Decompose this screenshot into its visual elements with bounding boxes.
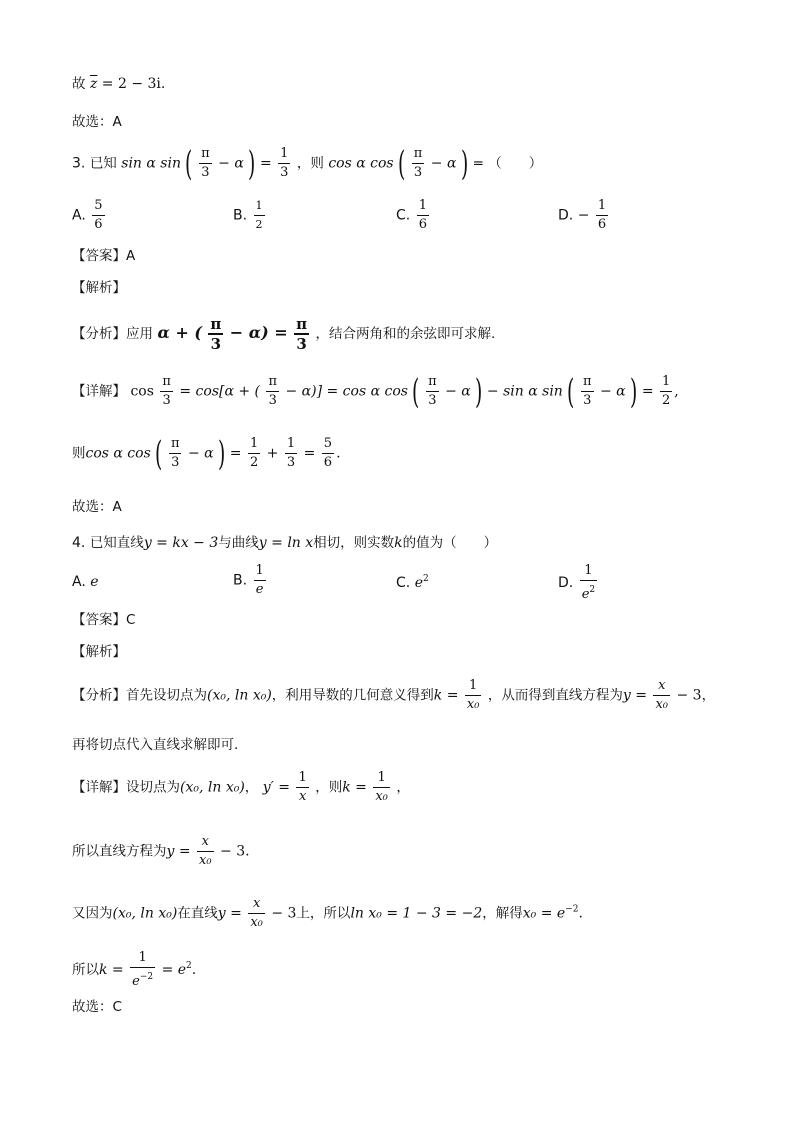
math: y =	[217, 905, 242, 922]
den: x₀	[250, 915, 263, 930]
punct: ，	[396, 779, 410, 796]
option-label: C.	[396, 207, 411, 224]
math: y = ln x	[258, 535, 314, 551]
paren-left: (	[567, 371, 575, 412]
detail-line-1	[72, 371, 679, 412]
paren-right: )	[248, 143, 256, 184]
fraction	[426, 374, 439, 409]
num: π	[210, 315, 222, 333]
math: α + (	[157, 323, 202, 342]
question-number: 3.	[72, 155, 86, 172]
paren-left: (	[412, 371, 420, 412]
den: x₀	[375, 789, 388, 804]
text: 所以	[72, 962, 99, 978]
den: 2	[255, 218, 263, 231]
option-label: B.	[233, 207, 248, 224]
text: 的值为（ ）	[402, 535, 498, 551]
option-label: C.	[396, 575, 411, 591]
den: 3	[162, 393, 171, 408]
den: 2	[249, 455, 259, 470]
text: ，从而得到直线方程为	[487, 687, 623, 704]
fraction	[169, 436, 182, 471]
answer-tag: 【答案】C	[72, 612, 136, 628]
superscript: 2	[589, 585, 596, 595]
den: 2	[662, 393, 671, 408]
question-number: 4.	[72, 535, 86, 551]
punct: .	[191, 962, 197, 978]
den: 6	[597, 217, 607, 232]
conclusion-line-1	[72, 72, 165, 92]
math: k	[394, 535, 403, 551]
fraction	[254, 563, 266, 598]
punct: .	[578, 905, 583, 922]
math: = cos[α + (	[179, 383, 261, 400]
math: cos	[130, 383, 154, 400]
den: 3	[296, 335, 307, 353]
option-c	[396, 574, 429, 591]
den: x	[298, 789, 307, 804]
question-4	[72, 531, 497, 551]
fraction	[322, 436, 334, 471]
num: π	[412, 146, 425, 164]
tag: 【详解】	[72, 383, 126, 400]
fraction	[130, 950, 155, 990]
paren-left: (	[155, 433, 163, 474]
detail-line-4	[72, 950, 196, 990]
option-label: D.	[558, 575, 574, 591]
num: 1	[465, 678, 482, 696]
den: 6	[323, 455, 333, 470]
math: − α	[445, 383, 471, 400]
paren-right: )	[630, 371, 638, 412]
num: π	[581, 374, 594, 392]
punct: .	[336, 445, 341, 462]
math: − 3	[676, 687, 702, 704]
detail-line-3	[72, 896, 583, 931]
num: 5	[92, 198, 104, 216]
detail-line-2	[72, 433, 341, 474]
num: 1	[278, 146, 290, 164]
math: cos α cos	[85, 445, 151, 462]
math: − 3	[271, 905, 297, 922]
analysis-fenxi-cont: 再将切点代入直线求解即可.	[72, 737, 239, 753]
text: 又因为	[72, 905, 113, 922]
fraction	[580, 563, 597, 603]
text: 相切，则实数	[313, 535, 395, 551]
math: k =	[342, 779, 367, 796]
math: ln x₀ = 1 − 3 = −2	[350, 905, 483, 922]
superscript: −2	[139, 972, 154, 982]
num: x	[653, 678, 670, 696]
num: 1	[296, 770, 308, 788]
text: 设切点为	[126, 779, 180, 796]
option-b	[233, 198, 267, 233]
num: 1	[254, 198, 265, 216]
text: 应用	[126, 326, 153, 342]
den: 3	[428, 393, 437, 408]
num: π	[296, 315, 308, 333]
math: =	[229, 445, 242, 462]
fraction	[653, 678, 670, 713]
text: 所以直线方程为	[72, 843, 167, 860]
option-label: B.	[233, 572, 248, 589]
den: 3	[583, 393, 592, 408]
num: 5	[322, 436, 334, 454]
den: x₀	[466, 697, 480, 712]
fraction	[465, 678, 482, 713]
math-expr: = 2 − 3i	[101, 76, 161, 92]
fraction	[412, 146, 425, 181]
detail-line-2	[72, 834, 250, 869]
fraction	[294, 316, 309, 352]
text: 已知直线	[89, 535, 144, 551]
analysis-tag: 【解析】	[72, 644, 126, 660]
math: (x₀, ln x₀)	[180, 779, 245, 796]
den: 3	[413, 165, 423, 180]
blank: = （ ）	[472, 155, 543, 172]
num: 1	[285, 436, 297, 454]
num: 1	[248, 436, 260, 454]
num: 1	[254, 563, 266, 581]
superscript: −2	[565, 904, 579, 915]
text: ，则	[315, 779, 343, 796]
den: 3	[268, 393, 277, 408]
option-a	[72, 574, 99, 590]
tag: 【分析】	[72, 687, 126, 704]
math: x₀ = e	[522, 905, 566, 922]
text: ，则	[296, 155, 324, 172]
math: − α	[430, 155, 457, 172]
fraction	[197, 834, 214, 869]
text: 故	[72, 76, 86, 92]
text: ，解得	[482, 905, 523, 922]
math: +	[266, 445, 279, 462]
analysis-tag: 【解析】	[72, 280, 126, 296]
num: π	[266, 374, 279, 392]
punct: .	[160, 76, 166, 92]
text: ，利用导数的几何意义得到	[271, 687, 434, 704]
num: x	[248, 896, 265, 914]
den: x₀	[655, 697, 669, 712]
fraction	[208, 316, 223, 352]
text: 则	[72, 445, 86, 462]
text: 与曲线	[218, 535, 259, 551]
text: 上，所以	[296, 905, 351, 922]
num: 1	[417, 198, 429, 216]
fraction	[417, 198, 429, 233]
punct: ,	[674, 383, 679, 400]
math: y =	[622, 687, 648, 704]
math: = e	[161, 962, 187, 978]
den: 3	[171, 455, 180, 470]
fraction	[92, 198, 104, 233]
den: e	[255, 582, 264, 597]
math: y = kx − 3	[143, 535, 219, 551]
option-d	[558, 198, 610, 233]
option-label: A.	[72, 207, 86, 224]
num: x	[197, 834, 214, 852]
superscript: 2	[422, 574, 429, 584]
den: 3	[210, 335, 222, 353]
num: π	[169, 436, 182, 454]
math: − α) =	[229, 323, 288, 342]
tag: 【分析】	[72, 326, 126, 342]
paren-right: )	[475, 371, 483, 412]
num: π	[426, 374, 439, 392]
sign: −	[577, 207, 590, 224]
math: k =	[99, 962, 124, 978]
paren-right: )	[460, 143, 469, 184]
punct: .	[245, 843, 250, 860]
math: =	[641, 383, 654, 400]
den: x₀	[199, 853, 212, 868]
num: π	[199, 146, 212, 164]
fraction	[285, 436, 297, 471]
math-z: $\overline{z}$	[89, 76, 98, 92]
paren-left: (	[398, 143, 406, 184]
den: 3	[201, 165, 210, 180]
fraction	[254, 198, 265, 233]
den: 3	[280, 165, 289, 180]
num: 1	[130, 950, 155, 968]
math: y′ =	[262, 779, 291, 796]
den: 3	[286, 455, 296, 470]
value: e	[90, 574, 99, 590]
option-label: D.	[558, 207, 574, 224]
detail-line-1	[72, 770, 410, 805]
value: e	[414, 575, 423, 591]
math: y =	[166, 843, 191, 860]
analysis-fenxi	[72, 316, 495, 352]
analysis-fenxi	[72, 678, 715, 713]
math: − α)] = cos α cos	[285, 383, 408, 400]
text: 首先设切点为	[126, 687, 207, 704]
den: e	[132, 974, 140, 989]
fraction	[581, 374, 594, 409]
num: π	[160, 374, 173, 392]
den: 6	[418, 217, 427, 232]
paren-right: )	[218, 433, 226, 474]
text: 已知	[89, 155, 117, 172]
text: 在直线	[177, 905, 218, 922]
fraction	[296, 770, 308, 805]
punct: ，	[244, 779, 259, 796]
math: (x₀, ln x₀)	[207, 687, 272, 704]
answer-line-1: 故选：A	[72, 114, 122, 130]
fraction	[596, 198, 608, 233]
option-d	[558, 563, 599, 603]
num: 1	[580, 563, 597, 581]
punct: ，	[701, 687, 716, 704]
fraction	[278, 146, 290, 181]
fraction	[266, 374, 279, 409]
paren-left: (	[185, 143, 193, 184]
answer-line-3: 故选：C	[72, 999, 122, 1015]
option-label: A.	[72, 574, 86, 590]
math: k =	[433, 687, 459, 704]
num: 1	[660, 374, 672, 392]
math: − sin α sin	[486, 383, 563, 400]
fraction	[660, 374, 672, 409]
superscript: 2	[186, 961, 192, 971]
answer-line-2: 故选：A	[72, 499, 122, 515]
den: e	[581, 587, 590, 602]
num: 1	[596, 198, 608, 216]
fraction	[373, 770, 390, 805]
math: − α	[600, 383, 626, 400]
fraction	[248, 436, 260, 471]
option-c	[396, 198, 431, 233]
math: − 3	[220, 843, 246, 860]
question-3: 3. 已知 sin α sin ( $\frac{\pi}{3}$ − α ) = $\frac{1}{3}$ ，则 cos α cos ( $\frac{\pi}{3}$ − α ) = （ ）	[72, 143, 543, 184]
math: (x₀, ln x₀)	[112, 905, 178, 922]
fraction	[248, 896, 265, 931]
fraction	[160, 374, 173, 409]
tag: 【详解】	[72, 779, 126, 796]
fraction	[199, 146, 212, 181]
math: − α	[187, 445, 214, 462]
math: =	[303, 445, 316, 462]
num: 1	[373, 770, 390, 788]
option-b	[233, 563, 268, 598]
den: 6	[94, 217, 103, 232]
math: sin α sin	[121, 155, 181, 172]
answer-tag: 【答案】A	[72, 248, 136, 264]
option-a	[72, 198, 107, 233]
math: cos α cos	[328, 155, 394, 172]
math: − α	[218, 155, 244, 172]
text: ，结合两角和的余弦即可求解.	[315, 326, 496, 342]
